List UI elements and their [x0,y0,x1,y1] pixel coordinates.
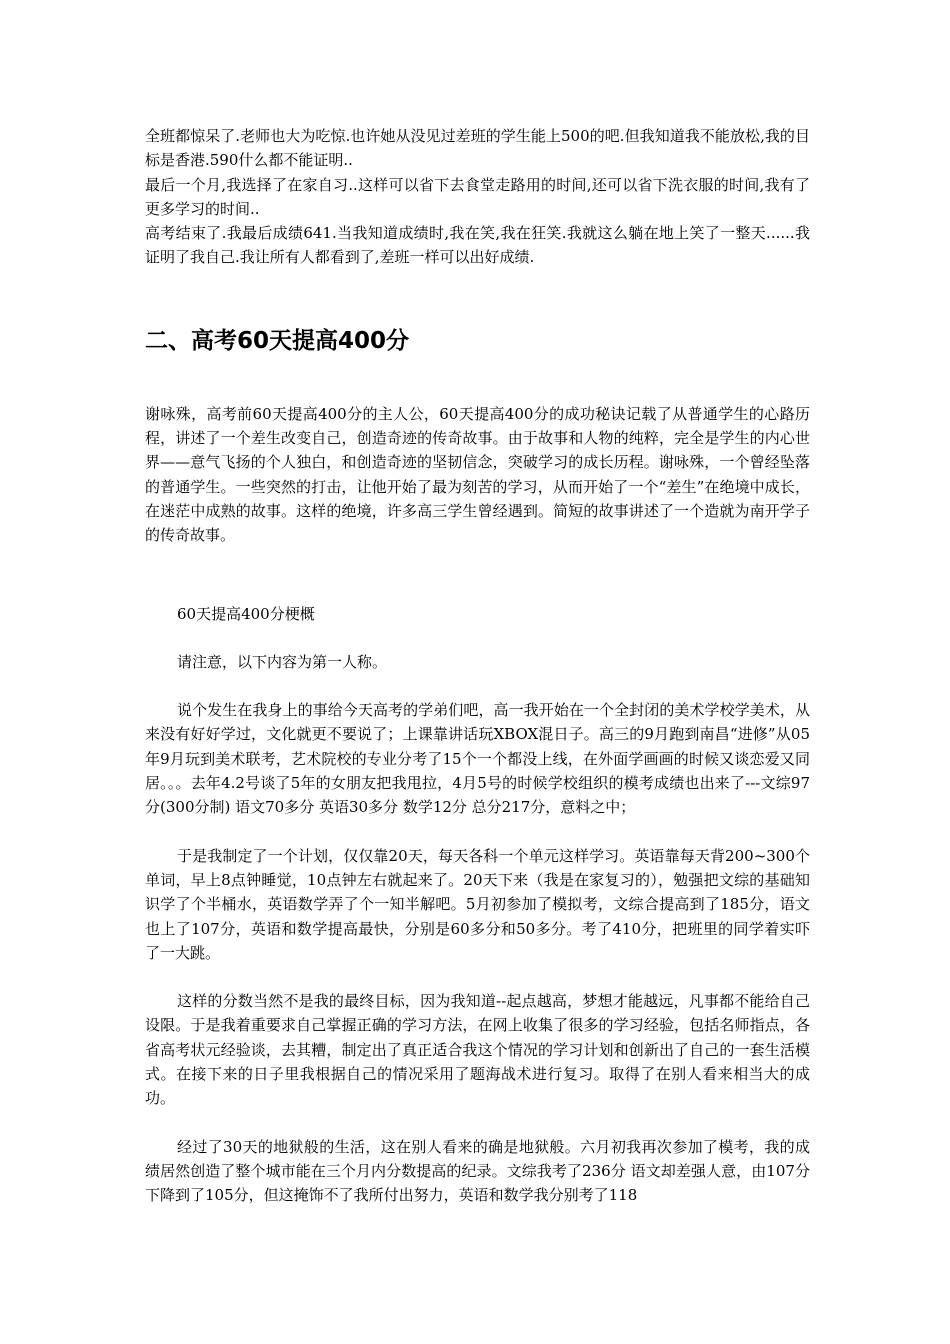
notice: 请注意，以下内容为第一人称。 [177,652,388,671]
subtitle: 60天提高400分梗概 [177,604,315,623]
paragraph: 全班都惊呆了.老师也大为吃惊.也许她从没见过差班的学生能上500的吧.但我知道我不能放松,我的目标是香港.590什么都不能证明.. [145,127,810,170]
paragraph: 最后一个月,我选择了在家自习..这样可以省下去食堂走路用的时间,还可以省下洗衣服的时间,我有了更多学习的时间.. [145,175,810,218]
summary-paragraph: 谢咏殊，高考前60天提高400分的主人公，60天提高400分的成功秘诀记载了从普通学生的心路历程，讲述了一个差生改变自己，创造奇迹的传奇故事。由于故事和人物的纯粹，完全是学生的内心世界——意气飞扬的个人独白，和创造奇迹的坚韧信念，突破学习的成长历程。谢咏殊，一个曾经坠落的普通学生。一些突然的打击，让他开始了最为刻苦的学习，从而开始了一个“差生”在绝境中成长，在迷茫中成熟的故事。这样的绝境，许多高三学生曾经遇到。简短的故事讲述了一个造就为南开学子的传奇故事。 [145,404,810,545]
section-heading: 二、高考60天提高400分 [145,327,410,354]
document-body [145,124,810,1208]
story-paragraph: 于是我制定了一个计划，仅仅靠20天，每天各科一个单元这样学习。英语靠每天背200~300个单词，早上8点钟睡觉，10点钟左右就起来了。20天下来（我是在家复习的），勉强把文综的基础知识学了个半桶水，英语数学弄了个一知半解吧。5月初参加了模拟考，文综合提高到了185分，语文也上了107分，英语和数学提高最快，分别是60多分和50多分。考了410分，把班里的同学着实吓了一大跳。 [145,846,810,962]
story-paragraph: 这样的分数当然不是我的最终目标，因为我知道--起点越高，梦想才能越远，凡事都不能给自己设限。于是我着重要求自己掌握正确的学习方法，在网上收集了很多的学习经验，包括名师指点，各省高考状元经验谈，去其糟，制定出了真正适合我这个情况的学习计划和创新出了自己的一套生活模式。在接下来的日子里我根据自己的情况采用了题海战术进行复习。取得了在别人看来相当大的成功。 [145,992,810,1108]
paragraph: 高考结束了.我最后成绩641.当我知道成绩时,我在笑,我在狂笑.我就这么躺在地上笑了一整天......我证明了我自己.我让所有人都看到了,差班一样可以出好成绩. [145,224,810,267]
story-paragraph: 说个发生在我身上的事给今天高考的学弟们吧，高一我开始在一个全封闭的美术学校学美术，从来没有好好学过，文化就更不要说了；上课靠讲话玩XBOX混日子。高三的9月跑到南昌“进修”从05年9月玩到美术联考，艺术院校的专业分考了15个一个都没上线，在外面学画画的时候又谈恋爱又同居。。。去年4.2号谈了5年的女朋友把我甩拉，4月5号的时候学校组织的模考成绩也出来了---文综97分(300分制) 语文70多分 英语30多分 数学12分 总分217分，意料之中； [145,701,810,817]
story-paragraph: 经过了30天的地狱般的生活，这在别人看来的确是地狱般。六月初我再次参加了模考，我的成绩居然创造了整个城市能在三个月内分数提高的纪录。文综我考了236分 语文却差强人意，由107分下降到了105分，但这掩饰不了我所付出努力，英语和数学我分别考了118 [145,1137,810,1205]
